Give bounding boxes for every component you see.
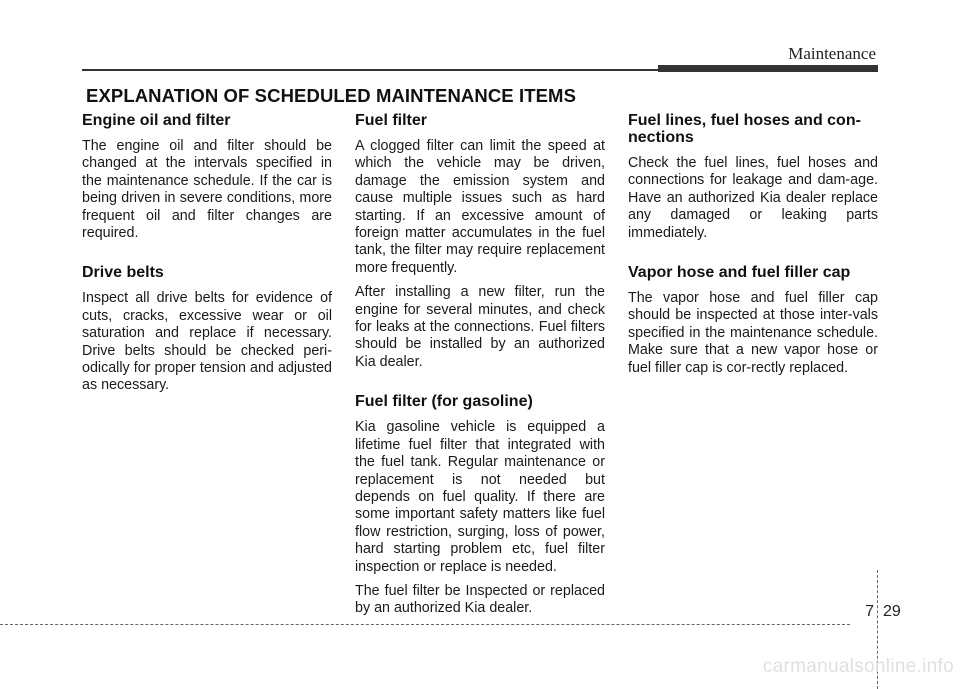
page-title: EXPLANATION OF SCHEDULED MAINTENANCE ITEMS: [86, 85, 577, 106]
section-paragraph: Inspect all drive belts for evidence of cuts, cracks, excessive wear or oil saturation and replace if necessary. Drive belts should be checked peri-odically for proper tension and adjusted as necessary.: [82, 290, 332, 394]
section-heading-fuel-filter: Fuel filter: [355, 112, 428, 129]
page-number: 29: [883, 603, 901, 620]
section-paragraph: A clogged filter can limit the speed at which the vehicle may be driven, damage the emission system and cause multiple issues such as hard starting. If an excessive amount of foreign matter accumulates in the fuel tank, the filter may require replacement more frequently.: [355, 138, 605, 276]
column-1: [82, 112, 332, 402]
header-bar: [658, 65, 878, 72]
section-paragraph: The vapor hose and fuel filler cap should be inspected at those inter-vals specified in the maintenance schedule. Make sure that a new vapor hose or fuel filler cap is cor-rectly replaced.: [628, 290, 878, 376]
watermark: carmanualsonline.info: [762, 656, 954, 677]
section-heading-fuel-filter-gasoline: Fuel filter (for gasoline): [355, 393, 533, 411]
running-header-section: Maintenance: [788, 44, 876, 63]
section-heading-fuel-lines: Fuel lines, fuel hoses and con-nections: [628, 112, 861, 146]
page-chapter-number: 7: [865, 603, 874, 620]
section-heading-drive-belts: Drive belts: [82, 264, 164, 282]
section-paragraph: Check the fuel lines, fuel hoses and connections for leakage and dam-age. Have an authorized Kia dealer replace any damaged or leaking parts immediately.: [628, 155, 878, 241]
section-paragraph: Kia gasoline vehicle is equipped a lifetime fuel filter that integrated with the fuel tank. Regular maintenance or replacement is not needed but depends on fuel quality. If there are some important safety matters like fuel flow restriction, surging, loss of power, hard starting problem etc, fuel filter inspection or replace is needed.: [355, 419, 605, 575]
section-paragraph: After installing a new filter, run the engine for several minutes, and check for leaks at the connections. Fuel filters should be installed by an authorized Kia dealer.: [355, 284, 605, 370]
column-2: [355, 112, 605, 625]
section-paragraph: The fuel filter be Inspected or replaced by an authorized Kia dealer.: [355, 582, 605, 617]
section-paragraph: The engine oil and filter should be changed at the intervals specified in the maintenance schedule. If the car is being driven in severe conditions, more frequent oil and filter changes are required.: [82, 138, 332, 242]
footer-rule: [0, 624, 850, 625]
header-rule: [82, 69, 658, 71]
column-3: [628, 112, 878, 384]
section-heading-vapor-hose: Vapor hose and fuel filler cap: [628, 264, 851, 282]
section-heading-engine-oil: Engine oil and filter: [82, 112, 231, 129]
